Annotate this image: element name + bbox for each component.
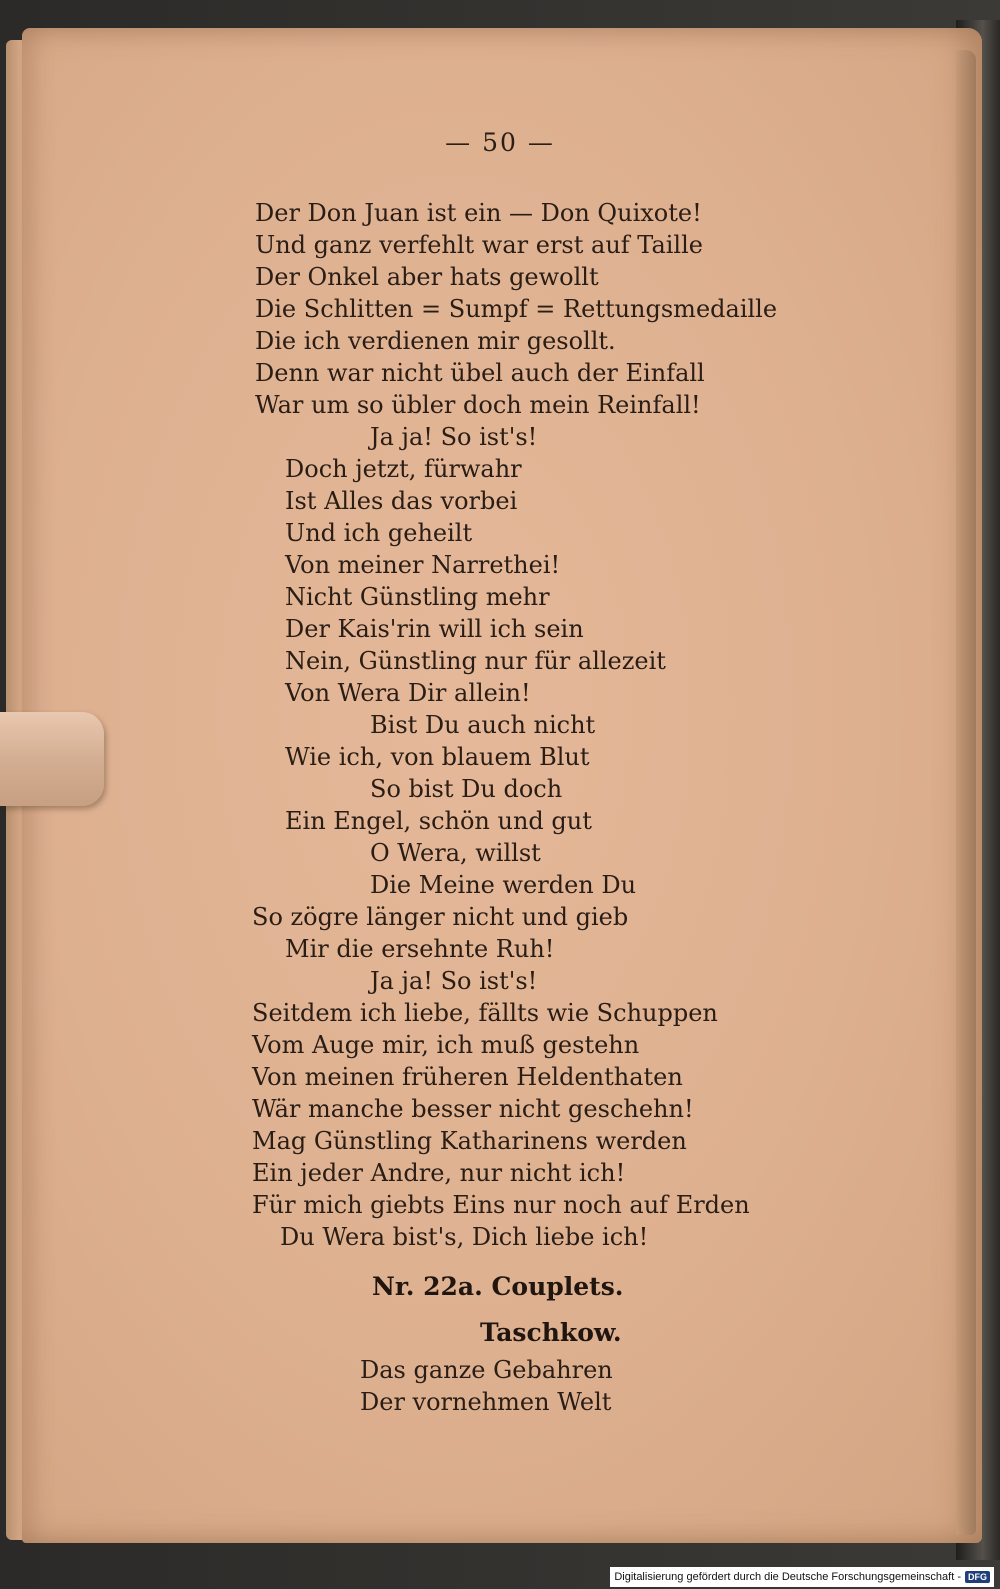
verse-line: Von meinen früheren Heldenthaten <box>252 1063 683 1091</box>
speaker-name: Taschkow. <box>480 1318 622 1347</box>
verse-line: So zögre länger nicht und gieb <box>252 903 629 931</box>
credit-text: Digitalisierung gefördert durch die Deutsche Forschungsgemeinschaft - <box>614 1571 961 1583</box>
verse-line: Doch jetzt, fürwahr <box>285 455 522 483</box>
verse-line: Wie ich, von blauem Blut <box>285 743 590 771</box>
verse-line: Denn war nicht übel auch der Einfall <box>255 359 705 387</box>
couplet-line: Der vornehmen Welt <box>360 1388 612 1416</box>
verse-line: Ja ja! So ist's! <box>370 967 538 995</box>
verse-line: Seitdem ich liebe, fällts wie Schuppen <box>252 999 718 1027</box>
section-heading: Nr. 22a. Couplets. <box>372 1272 624 1301</box>
verse-line: Du Wera bist's, Dich liebe ich! <box>280 1223 649 1251</box>
verse-line: Die Meine werden Du <box>370 871 637 899</box>
verse-line: War um so übler doch mein Reinfall! <box>255 391 701 419</box>
verse-line: Vom Auge mir, ich muß gestehn <box>252 1031 640 1059</box>
page-gutter-shadow <box>956 50 976 1535</box>
verse-line: Die Schlitten = Sumpf = Rettungsmedaille <box>255 295 778 323</box>
verse-line: O Wera, willst <box>370 839 541 867</box>
page-number: — 50 — <box>445 128 555 157</box>
verse-line: Und ganz verfehlt war erst auf Taille <box>255 231 703 259</box>
verse-line: Ein jeder Andre, nur nicht ich! <box>252 1159 626 1187</box>
verse-line: Ist Alles das vorbei <box>285 487 518 515</box>
verse-line: Für mich giebts Eins nur noch auf Erden <box>252 1191 750 1219</box>
verse-line: Nein, Günstling nur für allezeit <box>285 647 666 675</box>
digitization-credit <box>610 1567 994 1587</box>
dfg-logo-icon: DFG <box>965 1571 990 1583</box>
verse-line: Ja ja! So ist's! <box>370 423 538 451</box>
couplet-line: Das ganze Gebahren <box>360 1356 613 1384</box>
verse-line: Und ich geheilt <box>285 519 473 547</box>
verse-line: Der Kais'rin will ich sein <box>285 615 584 643</box>
verse-line: Von Wera Dir allein! <box>285 679 531 707</box>
bookmark-tab <box>0 712 104 806</box>
verse-line: Die ich verdienen mir gesollt. <box>255 327 616 355</box>
verse-line: Wär manche besser nicht geschehn! <box>252 1095 694 1123</box>
verse-line: So bist Du doch <box>370 775 563 803</box>
verse-line: Mir die ersehnte Ruh! <box>285 935 555 963</box>
verse-line: Der Onkel aber hats gewollt <box>255 263 599 291</box>
verse-line: Ein Engel, schön und gut <box>285 807 592 835</box>
verse-line: Mag Günstling Katharinens werden <box>252 1127 687 1155</box>
verse-line: Von meiner Narrethei! <box>285 551 561 579</box>
verse-line: Der Don Juan ist ein — Don Quixote! <box>255 199 702 227</box>
verse-line: Nicht Günstling mehr <box>285 583 550 611</box>
verse-line: Bist Du auch nicht <box>370 711 596 739</box>
